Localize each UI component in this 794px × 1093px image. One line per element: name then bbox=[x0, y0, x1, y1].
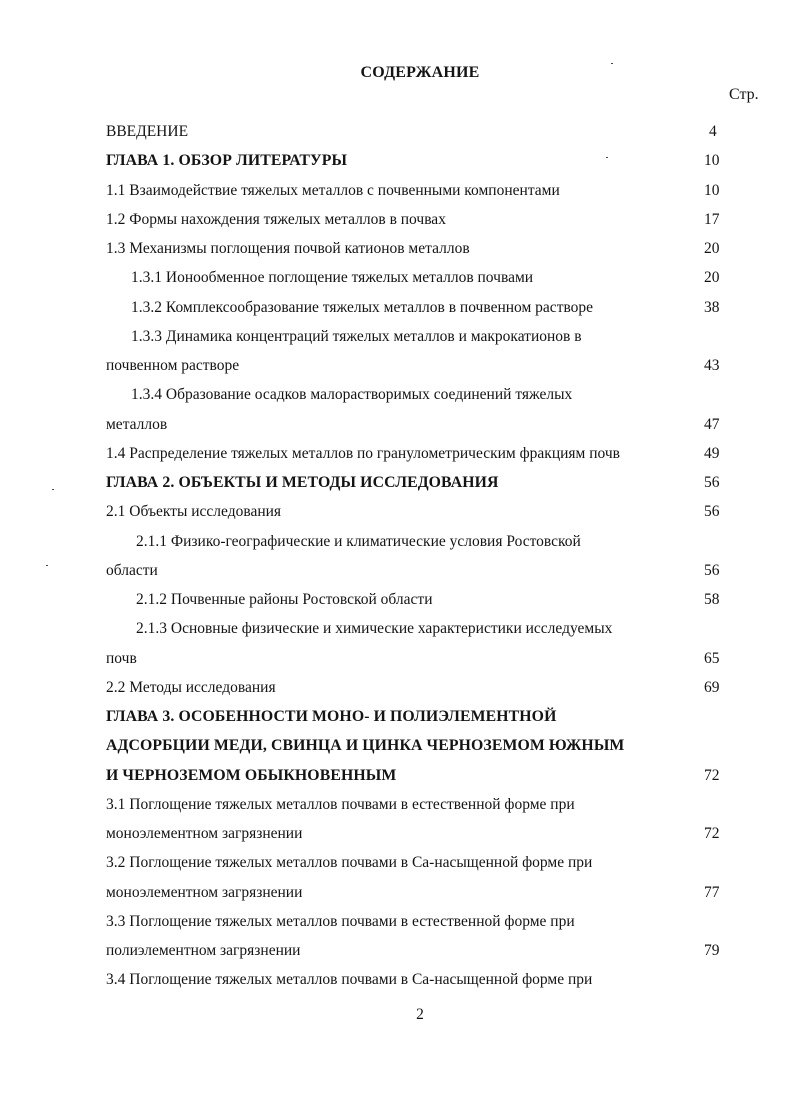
toc-entry-text: ГЛАВА 1. ОБЗОР ЛИТЕРАТУРЫ bbox=[106, 152, 348, 170]
toc-entry bbox=[0, 731, 794, 760]
toc-entry-text: почвенном растворе bbox=[106, 357, 240, 374]
toc-entry-page: 20 bbox=[704, 269, 720, 287]
toc-entry bbox=[0, 556, 794, 585]
toc-entry-page: 17 bbox=[704, 210, 720, 228]
toc-entry bbox=[0, 702, 794, 731]
toc-entry-text: 3.4 Поглощение тяжелых металлов почвами в Са-насыщенной форме при bbox=[106, 971, 593, 989]
toc-entry bbox=[0, 965, 794, 994]
toc-entry bbox=[0, 351, 794, 380]
toc-entry bbox=[0, 527, 794, 556]
toc-entry-page: 10 bbox=[704, 181, 720, 199]
toc-entry-page: 77 bbox=[704, 883, 720, 901]
toc-entry-page: 4 bbox=[709, 123, 717, 140]
page-title: СОДЕРЖАНИЕ bbox=[360, 64, 480, 81]
toc-entry bbox=[0, 263, 794, 292]
toc-entry-text: 1.3.4 Образование осадков малорастворимых соединений тяжелых bbox=[131, 386, 573, 404]
toc-entry-page: 56 bbox=[704, 561, 720, 579]
toc-entry-text: 1.3.3 Динамика концентраций тяжелых металлов и макрокатионов в bbox=[131, 327, 582, 345]
toc-entry bbox=[0, 380, 794, 409]
toc-entry bbox=[0, 673, 794, 702]
toc-entry bbox=[0, 614, 794, 643]
toc-entry-text: 1.3 Механизмы поглощения почвой катионов металлов bbox=[106, 240, 470, 257]
toc-entry-text: И ЧЕРНОЗЕМОМ ОБЫКНОВЕННЫМ bbox=[106, 766, 397, 784]
toc-entry bbox=[0, 878, 794, 907]
toc-entry bbox=[0, 585, 794, 614]
toc-entry-text: 2.1.2 Почвенные районы Ростовской области bbox=[136, 591, 433, 608]
toc-entry bbox=[0, 234, 794, 263]
toc-entry-page: 65 bbox=[704, 649, 720, 667]
toc-entry-text: ГЛАВА 2. ОБЪЕКТЫ И МЕТОДЫ ИССЛЕДОВАНИЯ bbox=[106, 474, 499, 491]
toc-entry-text: моноэлементном загрязнении bbox=[106, 883, 303, 901]
toc-entry-text: 3.2 Поглощение тяжелых металлов почвами в Са-насыщенной форме при bbox=[106, 854, 593, 872]
toc-entry-page: 20 bbox=[704, 240, 720, 257]
toc-entry-page: 43 bbox=[704, 357, 720, 374]
toc-entry-page: 72 bbox=[704, 766, 720, 784]
toc-entry bbox=[0, 146, 794, 175]
toc-entry-text: почв bbox=[106, 649, 137, 667]
toc-entry-text: 1.3.2 Комплексообразование тяжелых металлов в почвенном растворе bbox=[131, 298, 594, 316]
toc-entry bbox=[0, 468, 794, 497]
toc-entry-page: 49 bbox=[704, 444, 720, 462]
toc-entry-text: 2.1.3 Основные физические и химические характеристики исследуемых bbox=[136, 620, 613, 638]
page-number: 2 bbox=[416, 1006, 424, 1023]
toc-entry-text: АДСОРБЦИИ МЕДИ, СВИНЦА И ЦИНКА ЧЕРНОЗЕМОМ ЮЖНЫМ bbox=[106, 737, 625, 755]
toc-entry bbox=[0, 819, 794, 848]
toc-entry-text: 2.1 Объекты исследования bbox=[106, 503, 282, 521]
toc-entry-text: 1.4 Распределение тяжелых металлов по гранулометрическим фракциям почв bbox=[106, 444, 620, 462]
toc-entry-page: 79 bbox=[704, 942, 720, 959]
page-column-label: Стр. bbox=[729, 86, 759, 103]
toc-entry-page: 38 bbox=[704, 298, 720, 316]
toc-entry-text: ВВЕДЕНИЕ bbox=[106, 123, 189, 140]
toc-entry-page: 69 bbox=[704, 678, 720, 696]
toc-entry bbox=[0, 293, 794, 322]
toc-entry-text: области bbox=[106, 561, 158, 579]
toc-entry-text: полиэлементном загрязнении bbox=[106, 942, 301, 959]
toc-entry-text: 1.2 Формы нахождения тяжелых металлов в почвах bbox=[106, 210, 446, 228]
scan-speck bbox=[46, 565, 48, 566]
toc-entry-text: 1.3.1 Ионообменное поглощение тяжелых металлов почвами bbox=[131, 269, 534, 287]
toc-entry-page: 58 bbox=[704, 591, 720, 608]
toc-entry-text: 2.1.1 Физико-географические и климатические условия Ростовской bbox=[136, 532, 581, 550]
toc-entry-text: металлов bbox=[106, 415, 168, 433]
toc-entry-page: 10 bbox=[704, 152, 720, 170]
toc-entry bbox=[0, 176, 794, 205]
scan-speck bbox=[606, 157, 608, 158]
toc-entry-page: 56 bbox=[704, 474, 720, 491]
toc-entry-text: моноэлементном загрязнении bbox=[106, 825, 303, 842]
toc-entry bbox=[0, 790, 794, 819]
toc-entry-text: ГЛАВА 3. ОСОБЕННОСТИ МОНО- И ПОЛИЭЛЕМЕНТНОЙ bbox=[106, 708, 557, 725]
toc-entry bbox=[0, 322, 794, 351]
toc-entry bbox=[0, 410, 794, 439]
toc-entry-text: 1.1 Взаимодействие тяжелых металлов с почвенными компонентами bbox=[106, 181, 560, 199]
toc-entry bbox=[0, 644, 794, 673]
toc-entry bbox=[0, 497, 794, 526]
toc-entry-text: 3.3 Поглощение тяжелых металлов почвами в естественной форме при bbox=[106, 912, 575, 930]
toc-entry bbox=[0, 848, 794, 877]
table-of-contents bbox=[0, 117, 794, 995]
toc-entry-text: 2.2 Методы исследования bbox=[106, 678, 276, 696]
toc-entry bbox=[0, 205, 794, 234]
toc-entry-page: 72 bbox=[704, 825, 720, 842]
toc-entry-page: 56 bbox=[704, 503, 720, 521]
scan-speck bbox=[52, 489, 54, 490]
toc-entry-text: 3.1 Поглощение тяжелых металлов почвами в естественной форме при bbox=[106, 795, 575, 813]
toc-entry bbox=[0, 117, 794, 146]
toc-entry bbox=[0, 761, 794, 790]
toc-entry-page: 47 bbox=[704, 415, 720, 433]
toc-entry bbox=[0, 439, 794, 468]
scan-speck bbox=[611, 63, 613, 64]
toc-entry bbox=[0, 936, 794, 965]
toc-entry bbox=[0, 907, 794, 936]
